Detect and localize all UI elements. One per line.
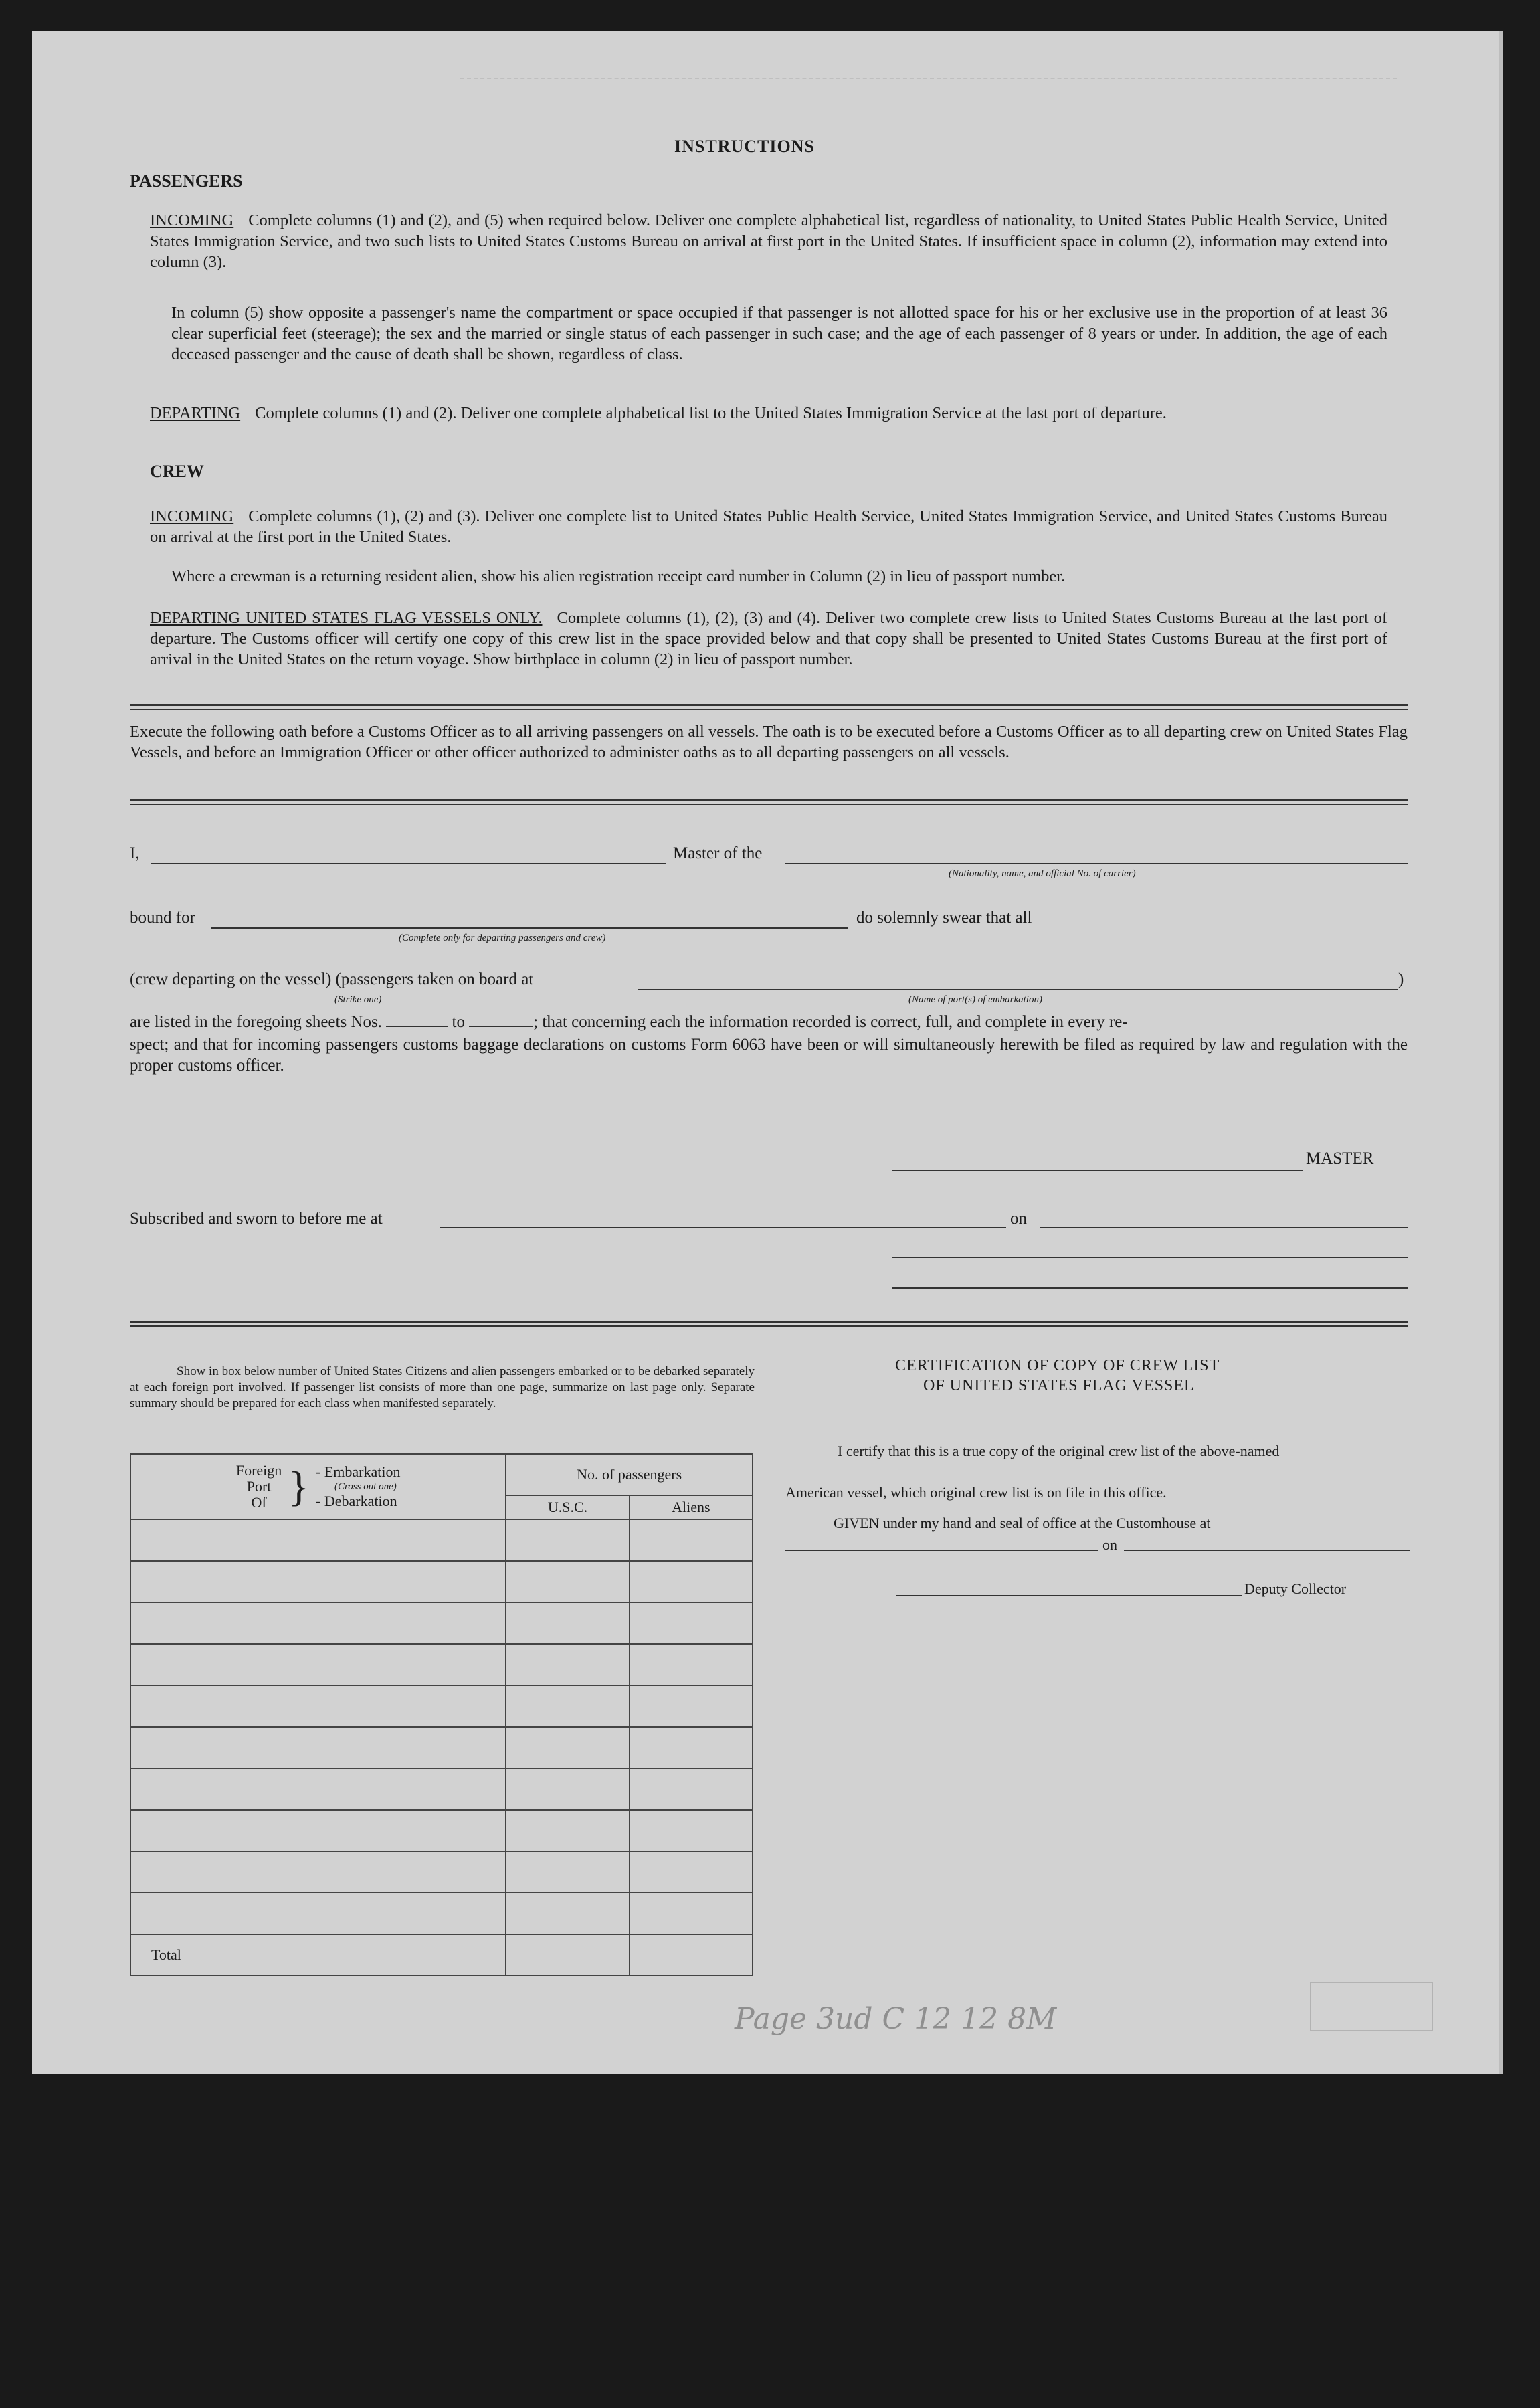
crew-passengers-text: (crew departing on the vessel) (passengers taken on board at [130,970,534,988]
usc-cell[interactable] [506,1602,629,1644]
master-of-the-label: Master of the [673,844,763,862]
crew-heading: CREW [150,462,204,481]
usc-cell[interactable] [506,1727,629,1768]
table-row [130,1685,753,1727]
total-row [130,1934,753,1976]
crew-departing-label: DEPARTING UNITED STATES FLAG VESSELS ONLY. [150,609,543,627]
of-label: Of [251,1494,267,1511]
port-cell[interactable] [130,1810,506,1851]
usc-cell[interactable] [506,1768,629,1810]
officer-signature-field[interactable] [892,1257,1408,1258]
port-caption: (Name of port(s) of embarkation) [908,994,1042,1005]
passengers-incoming-label: INCOMING [150,211,234,229]
table-row [130,1851,753,1893]
listed-text-b: to [452,1013,465,1031]
aliens-cell[interactable] [630,1768,753,1810]
master-label: MASTER [1306,1149,1374,1168]
sheet-from-field[interactable] [386,1026,448,1027]
aliens-cell[interactable] [630,1519,753,1561]
aliens-cell[interactable] [630,1810,753,1851]
brace-icon: } [288,1463,310,1510]
summary-instruction: Show in box below number of United States Citizens and alien passengers embarked or to be debarked separately at each foreign port involved. If passenger list consists of more than one page, summarize on last page only. Separate summary should be prepared for each class when manifested separately. [130,1364,755,1410]
sworn-date-field[interactable] [1040,1227,1408,1228]
total-label: Total [130,1934,506,1976]
divider [130,704,1408,710]
listed-line1 [130,1013,1408,1032]
table-row [130,1810,753,1851]
usc-cell[interactable] [506,1893,629,1934]
oath-instruction: Execute the following oath before a Customs Officer as to all arriving passengers on all vessels. The oath is to be executed before a Customs Officer as to all departing crew on United States Flag Vessels, and before an Immigration Officer or other officer authorized to administer oaths as to all departing passengers on all vessels. [130,723,1408,761]
bleed-through-line [460,51,1397,79]
customhouse-field[interactable] [785,1550,1098,1551]
certification-text-1: I certify that this is a true copy of the original crew list of the above-named [838,1443,1280,1459]
listed-line2: spect; and that for incoming passengers customs baggage declarations on customs Form 6063 have been or will simultaneously herewith be filed as required by law and regulation with the proper customs officer. [130,1036,1408,1075]
port-cell[interactable] [130,1851,506,1893]
aliens-cell[interactable] [630,1644,753,1685]
deputy-signature-field[interactable] [896,1595,1242,1596]
document-title: INSTRUCTIONS [674,136,815,156]
sworn-on-label: on [1010,1210,1027,1228]
crew-incoming-label: INCOMING [150,507,234,525]
certification-date-field[interactable] [1124,1550,1410,1551]
cross-out-caption: (Cross out one) [334,1481,397,1492]
bound-for-label: bound for [130,909,195,927]
usc-cell[interactable] [506,1519,629,1561]
foreign-label: Foreign [235,1462,282,1479]
sworn-place-field[interactable] [440,1227,1006,1228]
no-of-passengers-header: No. of passengers [506,1454,753,1495]
master-name-field[interactable] [151,863,666,864]
port-cell[interactable] [130,1602,506,1644]
faint-stamp-box [1310,1982,1433,2031]
passengers-column5-text: In column (5) show opposite a passenger's name the compartment or space occupied if that passenger is not allotted space for his or her exclusive use in the proportion of at least 36 clear superficial feet (steerage); the sex and the married or single status of each passenger in such case; and the age of each passenger of 8 years or under. In addition, the age of each deceased passenger and the cause of death shall be shown, regardless of class. [171,304,1387,363]
port-cell[interactable] [130,1768,506,1810]
divider [130,1321,1408,1327]
table-row [130,1561,753,1602]
passengers-departing-text: Complete columns (1) and (2). Deliver one complete alphabetical list to the United States Immigration Service at the last port of departure. [255,404,1167,422]
listed-text-a: are listed in the foregoing sheets Nos. [130,1013,382,1031]
aliens-header: Aliens [630,1495,753,1519]
aliens-cell[interactable] [630,1851,753,1893]
certification-given: GIVEN under my hand and seal of office at the Customhouse at [834,1515,1211,1532]
passengers-heading: PASSENGERS [130,171,243,191]
port-label: Port [246,1478,272,1495]
subscribed-label: Subscribed and sworn to before me at [130,1210,383,1228]
bound-for-field[interactable] [211,927,848,929]
crew-resident-text: Where a crewman is a returning resident alien, show his alien registration receipt card number in Column (2) in lieu of passport number. [171,567,1066,585]
table-row [130,1644,753,1685]
master-signature-field[interactable] [892,1170,1303,1171]
strike-one-caption: (Strike one) [334,994,382,1005]
table-row [130,1727,753,1768]
oath-i-label: I, [130,844,140,862]
aliens-cell[interactable] [630,1893,753,1934]
port-cell[interactable] [130,1685,506,1727]
port-cell[interactable] [130,1727,506,1768]
close-paren: ) [1398,970,1404,988]
document-page [32,31,1503,2074]
usc-cell[interactable] [506,1685,629,1727]
port-cell[interactable] [130,1561,506,1602]
embarkation-label: - Embarkation [316,1463,401,1480]
sheet-to-field[interactable] [469,1026,533,1027]
crew-departing-block [150,608,1387,670]
certification-on-label: on [1102,1536,1117,1553]
crew-incoming-text: Complete columns (1), (2) and (3). Deliver one complete list to United States Public Health Service, United States Immigration Service, and United States Customs Bureau on arrival at the first port in the United States. [150,507,1387,546]
port-of-embarkation-field[interactable] [638,989,1398,990]
passengers-departing-block [150,403,1387,424]
crew-incoming-block [150,506,1387,547]
aliens-total-cell[interactable] [630,1934,753,1976]
passengers-incoming-text: Complete columns (1) and (2), and (5) when required below. Deliver one complete alphabetical list, regardless of nationality, to United States Public Health Service, United States Immigration Service, and two such lists to United States Customs Bureau on arrival at first port in the United States. If insufficient space in column (2), information may extend into column (3). [150,211,1387,271]
passengers-departing-label: DEPARTING [150,404,241,422]
listed-text-c: ; that concerning each the information recorded is correct, full, and complete in every re- [533,1013,1128,1031]
usc-cell[interactable] [506,1644,629,1685]
usc-cell[interactable] [506,1810,629,1851]
aliens-cell[interactable] [630,1685,753,1727]
table-row [130,1519,753,1561]
handwritten-annotation: Page 3ud C 12 12 8M [735,2002,1057,2036]
aliens-cell[interactable] [630,1727,753,1768]
usc-cell[interactable] [506,1561,629,1602]
port-cell[interactable] [130,1644,506,1685]
bound-for-caption: (Complete only for departing passengers and crew) [399,933,606,943]
nationality-caption: (Nationality, name, and official No. of carrier) [949,868,1136,879]
swear-text: do solemnly swear that all [856,909,1032,927]
carrier-field[interactable] [785,863,1408,864]
passenger-summary-table [130,1453,753,1976]
port-cell[interactable] [130,1519,506,1561]
officer-title-field[interactable] [892,1287,1408,1289]
passengers-incoming-block [150,210,1387,272]
table-row [130,1768,753,1810]
port-cell[interactable] [130,1893,506,1934]
usc-header: U.S.C. [506,1495,629,1519]
certification-text-2: American vessel, which original crew list is on file in this office. [785,1484,1167,1501]
table-row [130,1893,753,1934]
divider [130,799,1408,805]
foreign-port-header [130,1454,506,1519]
debarkation-label: - Debarkation [316,1493,397,1509]
certification-heading-2: OF UNITED STATES FLAG VESSEL [923,1377,1195,1394]
aliens-cell[interactable] [630,1561,753,1602]
aliens-cell[interactable] [630,1602,753,1644]
deputy-collector-label: Deputy Collector [1244,1580,1347,1597]
table-row [130,1602,753,1644]
usc-cell[interactable] [506,1851,629,1893]
certification-heading-1: CERTIFICATION OF COPY OF CREW LIST [895,1357,1220,1374]
crew-departing-text: Complete columns (1), (2), (3) and (4). Deliver two complete crew lists to United States Customs Bureau at the last port of departure. The Customs officer will certify one copy of this crew list in the space provided below and that copy shall be presented to United States Customs Bureau at the first port of arrival in the United States on the return voyage. Show birthplace in column (2) in lieu of passport number. [150,609,1387,668]
usc-total-cell[interactable] [506,1934,629,1976]
